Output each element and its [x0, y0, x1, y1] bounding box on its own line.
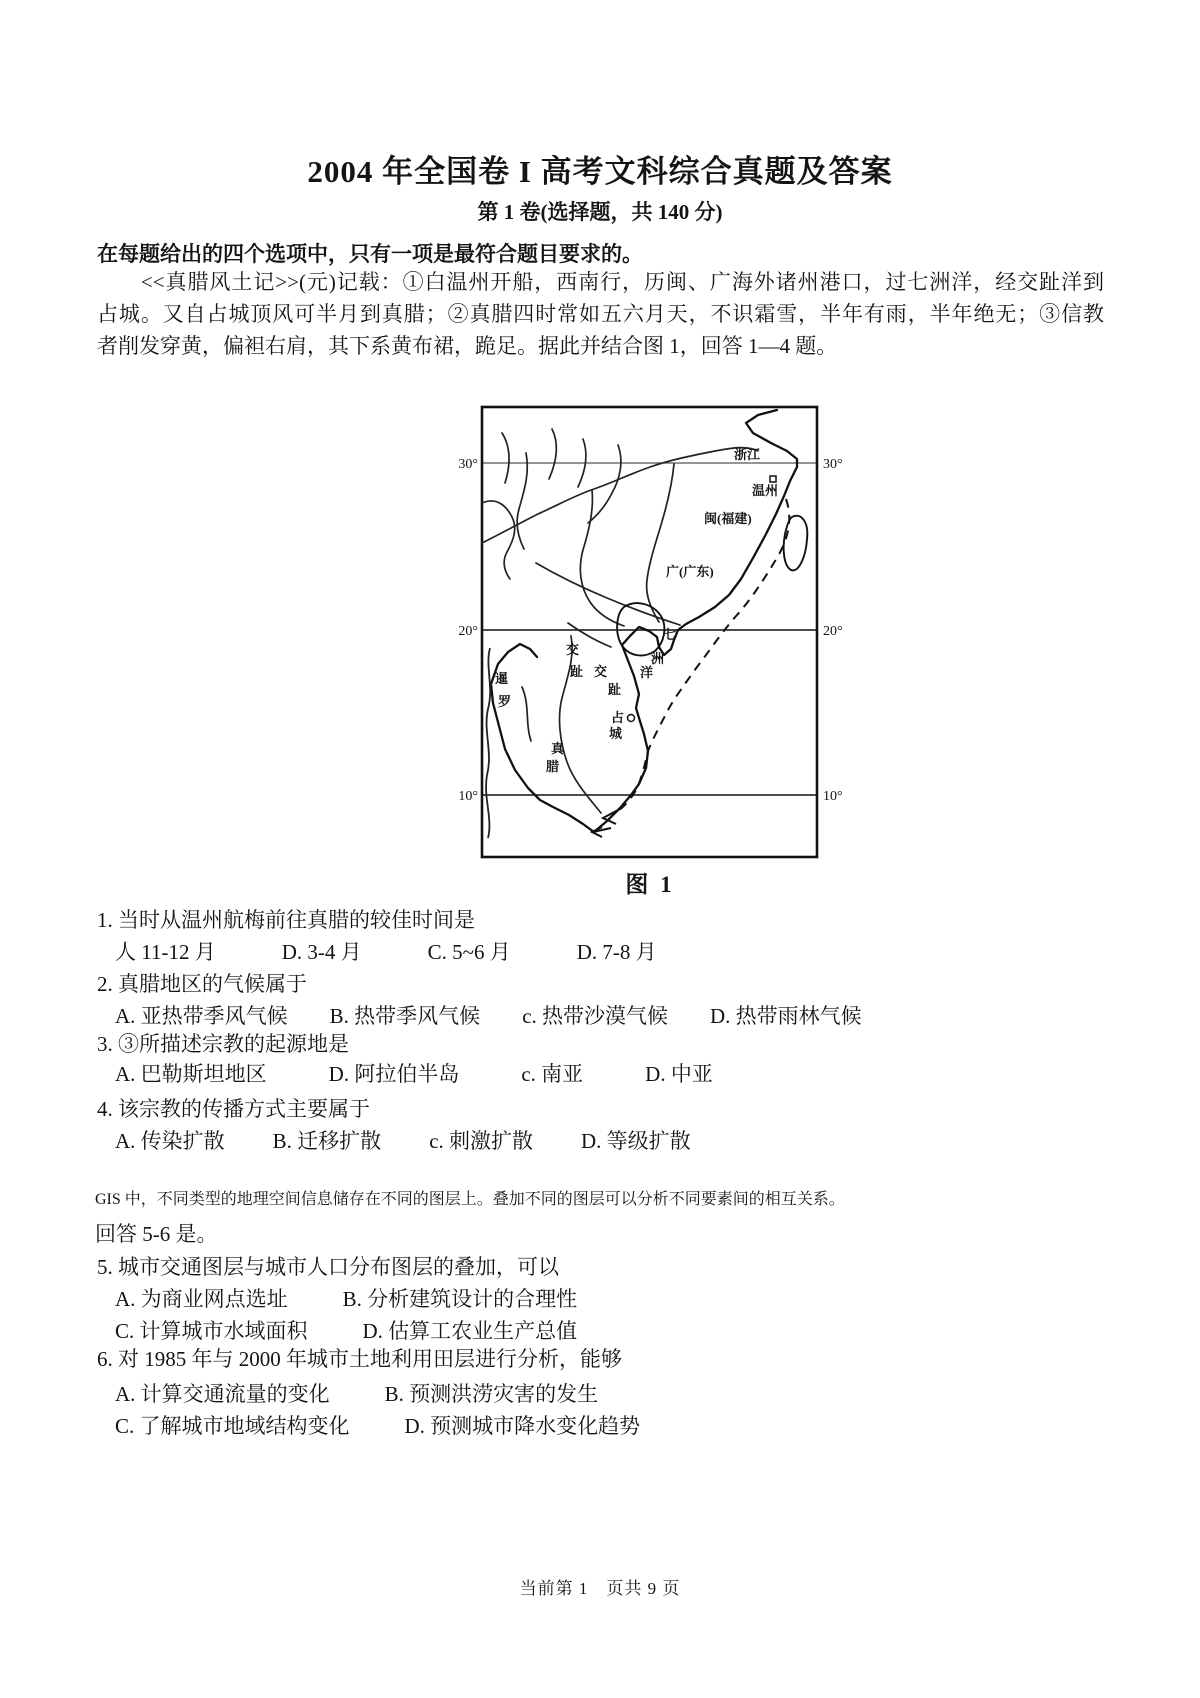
option: B. 迁移扩散	[272, 1129, 382, 1153]
lat-label-20-right: 20°	[823, 624, 843, 639]
taiwan-island	[784, 516, 808, 571]
question-5-options-line2	[115, 1315, 577, 1345]
option: A. 为商业网点选址	[115, 1287, 288, 1311]
question-6-options-line1	[115, 1378, 598, 1408]
question-5-options-line1	[115, 1283, 577, 1313]
figure-caption: 图 1	[625, 872, 675, 897]
option: D. 等级扩散	[581, 1129, 691, 1153]
map-label-qizhouyang-1: 七	[663, 627, 677, 642]
sea-route-dashed	[612, 499, 789, 815]
option: c. 南亚	[521, 1062, 584, 1086]
option: B. 预测洪涝灾害的发生	[384, 1382, 599, 1406]
map-label-zhancheng-2: 城	[609, 726, 623, 741]
option: D. 热带雨林气候	[710, 1004, 862, 1028]
wenzhou-marker	[770, 476, 776, 482]
question-6-options-line2	[115, 1410, 640, 1440]
passage1-line3: 者削发穿黄，偏袒右肩，其下系黄布裙，跪足。据此并结合图 1，回答 1—4 题。	[97, 334, 838, 358]
route-end-arrow	[592, 827, 611, 837]
lat-label-30-right: 30°	[823, 457, 843, 472]
option: A. 巴勒斯坦地区	[115, 1062, 267, 1086]
map-label-zhenla-1: 真	[551, 741, 565, 756]
passage2-line2: 回答 5-6 是。	[95, 1222, 218, 1246]
map-svg	[440, 395, 860, 870]
question-2-options	[115, 1000, 862, 1030]
lat-label-10-left: 10°	[458, 789, 478, 804]
question-1-stem: 1. 当时从温州航梅前往真腊的较佳时间是	[97, 908, 475, 932]
map-label-guangdong: 广(广东)	[666, 564, 714, 579]
map-label-jiaozhi-a1: 交	[566, 642, 580, 657]
map-label-jiaozhi-b2: 趾	[608, 682, 622, 697]
option: D. 预测城市降水变化趋势	[404, 1414, 641, 1438]
instruction-line: 在每题给出的四个选项中，只有一项是最符合题目要求的。	[97, 242, 643, 266]
option: A. 计算交通流量的变化	[115, 1382, 330, 1406]
page-title: 2004 年全国卷 I 高考文科综合真题及答案	[307, 154, 893, 189]
map-label-zhejiang: 浙江	[734, 447, 761, 462]
option: c. 刺激扩散	[429, 1129, 534, 1153]
question-3-stem: 3. ③所描述宗教的起源地是	[97, 1032, 349, 1056]
question-3-options	[115, 1058, 713, 1088]
map-label-fujian: 闽(福建)	[704, 511, 752, 526]
map-label-zhancheng-1: 占	[611, 710, 625, 725]
map-label-xianluo-2: 罗	[498, 694, 512, 709]
option: C. 了解城市地域结构变化	[115, 1414, 350, 1438]
option: D. 阿拉伯半岛	[328, 1062, 460, 1086]
option: 人 11-12 月	[115, 940, 216, 964]
option: A. 亚热带季风气候	[115, 1004, 288, 1028]
map-label-wenzhou: 温州	[752, 483, 779, 498]
lat-label-20-left: 20°	[458, 624, 478, 639]
rivers	[482, 429, 758, 813]
option: c. 热带沙漠气候	[522, 1004, 669, 1028]
option: C. 计算城市水域面积	[115, 1319, 308, 1343]
map-label-jiaozhi-b1: 交	[594, 664, 608, 679]
passage2-line1: GIS 中，不同类型的地理空间信息储存在不同的图层上。叠加不同的图层可以分析不同要素间的相互关系。	[95, 1191, 845, 1208]
question-2-stem: 2. 真腊地区的气候属于	[97, 972, 307, 996]
map-label-qizhouyang-2: 洲	[651, 651, 665, 666]
map-label-jiaozhi-a2: 趾	[570, 664, 584, 679]
question-1-options	[115, 936, 657, 966]
page-number-footer: 当前第 1 页共 9 页	[519, 1579, 681, 1598]
passage1-line1: <<真腊风土记>>(元)记载：①白温州开船，西南行，历闽、广海外诸州港口，过七洲洋，经交趾洋到	[97, 270, 1104, 294]
question-5-stem: 5. 城市交通图层与城市人口分布图层的叠加，可以	[97, 1255, 559, 1279]
question-4-options	[115, 1125, 691, 1155]
section-heading: 第 1 卷(选择题，共 140 分)	[477, 200, 723, 224]
option: D. 中亚	[645, 1062, 713, 1086]
west-coastline	[486, 648, 490, 838]
figure-map	[440, 395, 860, 870]
option: D. 7-8 月	[576, 940, 657, 964]
zhancheng-marker	[628, 715, 635, 722]
option: D. 估算工农业生产总值	[362, 1319, 578, 1343]
passage1-line2: 占城。又自占城顶风可半月到真腊；②真腊四时常如五六月天，不识霜雪，半年有雨，半年绝无；③信教	[97, 302, 1104, 326]
question-6-stem: 6. 对 1985 年与 2000 年城市土地利用田层进行分析，能够	[97, 1347, 622, 1371]
option: B. 热带季风气候	[329, 1004, 481, 1028]
option: D. 3-4 月	[281, 940, 362, 964]
map-label-xianluo-1: 暹	[495, 671, 509, 686]
option: C. 5~6 月	[427, 940, 511, 964]
question-4-stem: 4. 该宗教的传播方式主要属于	[97, 1097, 370, 1121]
lat-label-30-left: 30°	[458, 457, 478, 472]
map-label-qizhouyang-3: 洋	[640, 665, 654, 680]
map-label-zhenla-2: 腊	[546, 759, 560, 774]
option: A. 传染扩散	[115, 1129, 225, 1153]
lat-label-10-right: 10°	[823, 789, 843, 804]
option: B. 分析建筑设计的合理性	[342, 1287, 578, 1311]
